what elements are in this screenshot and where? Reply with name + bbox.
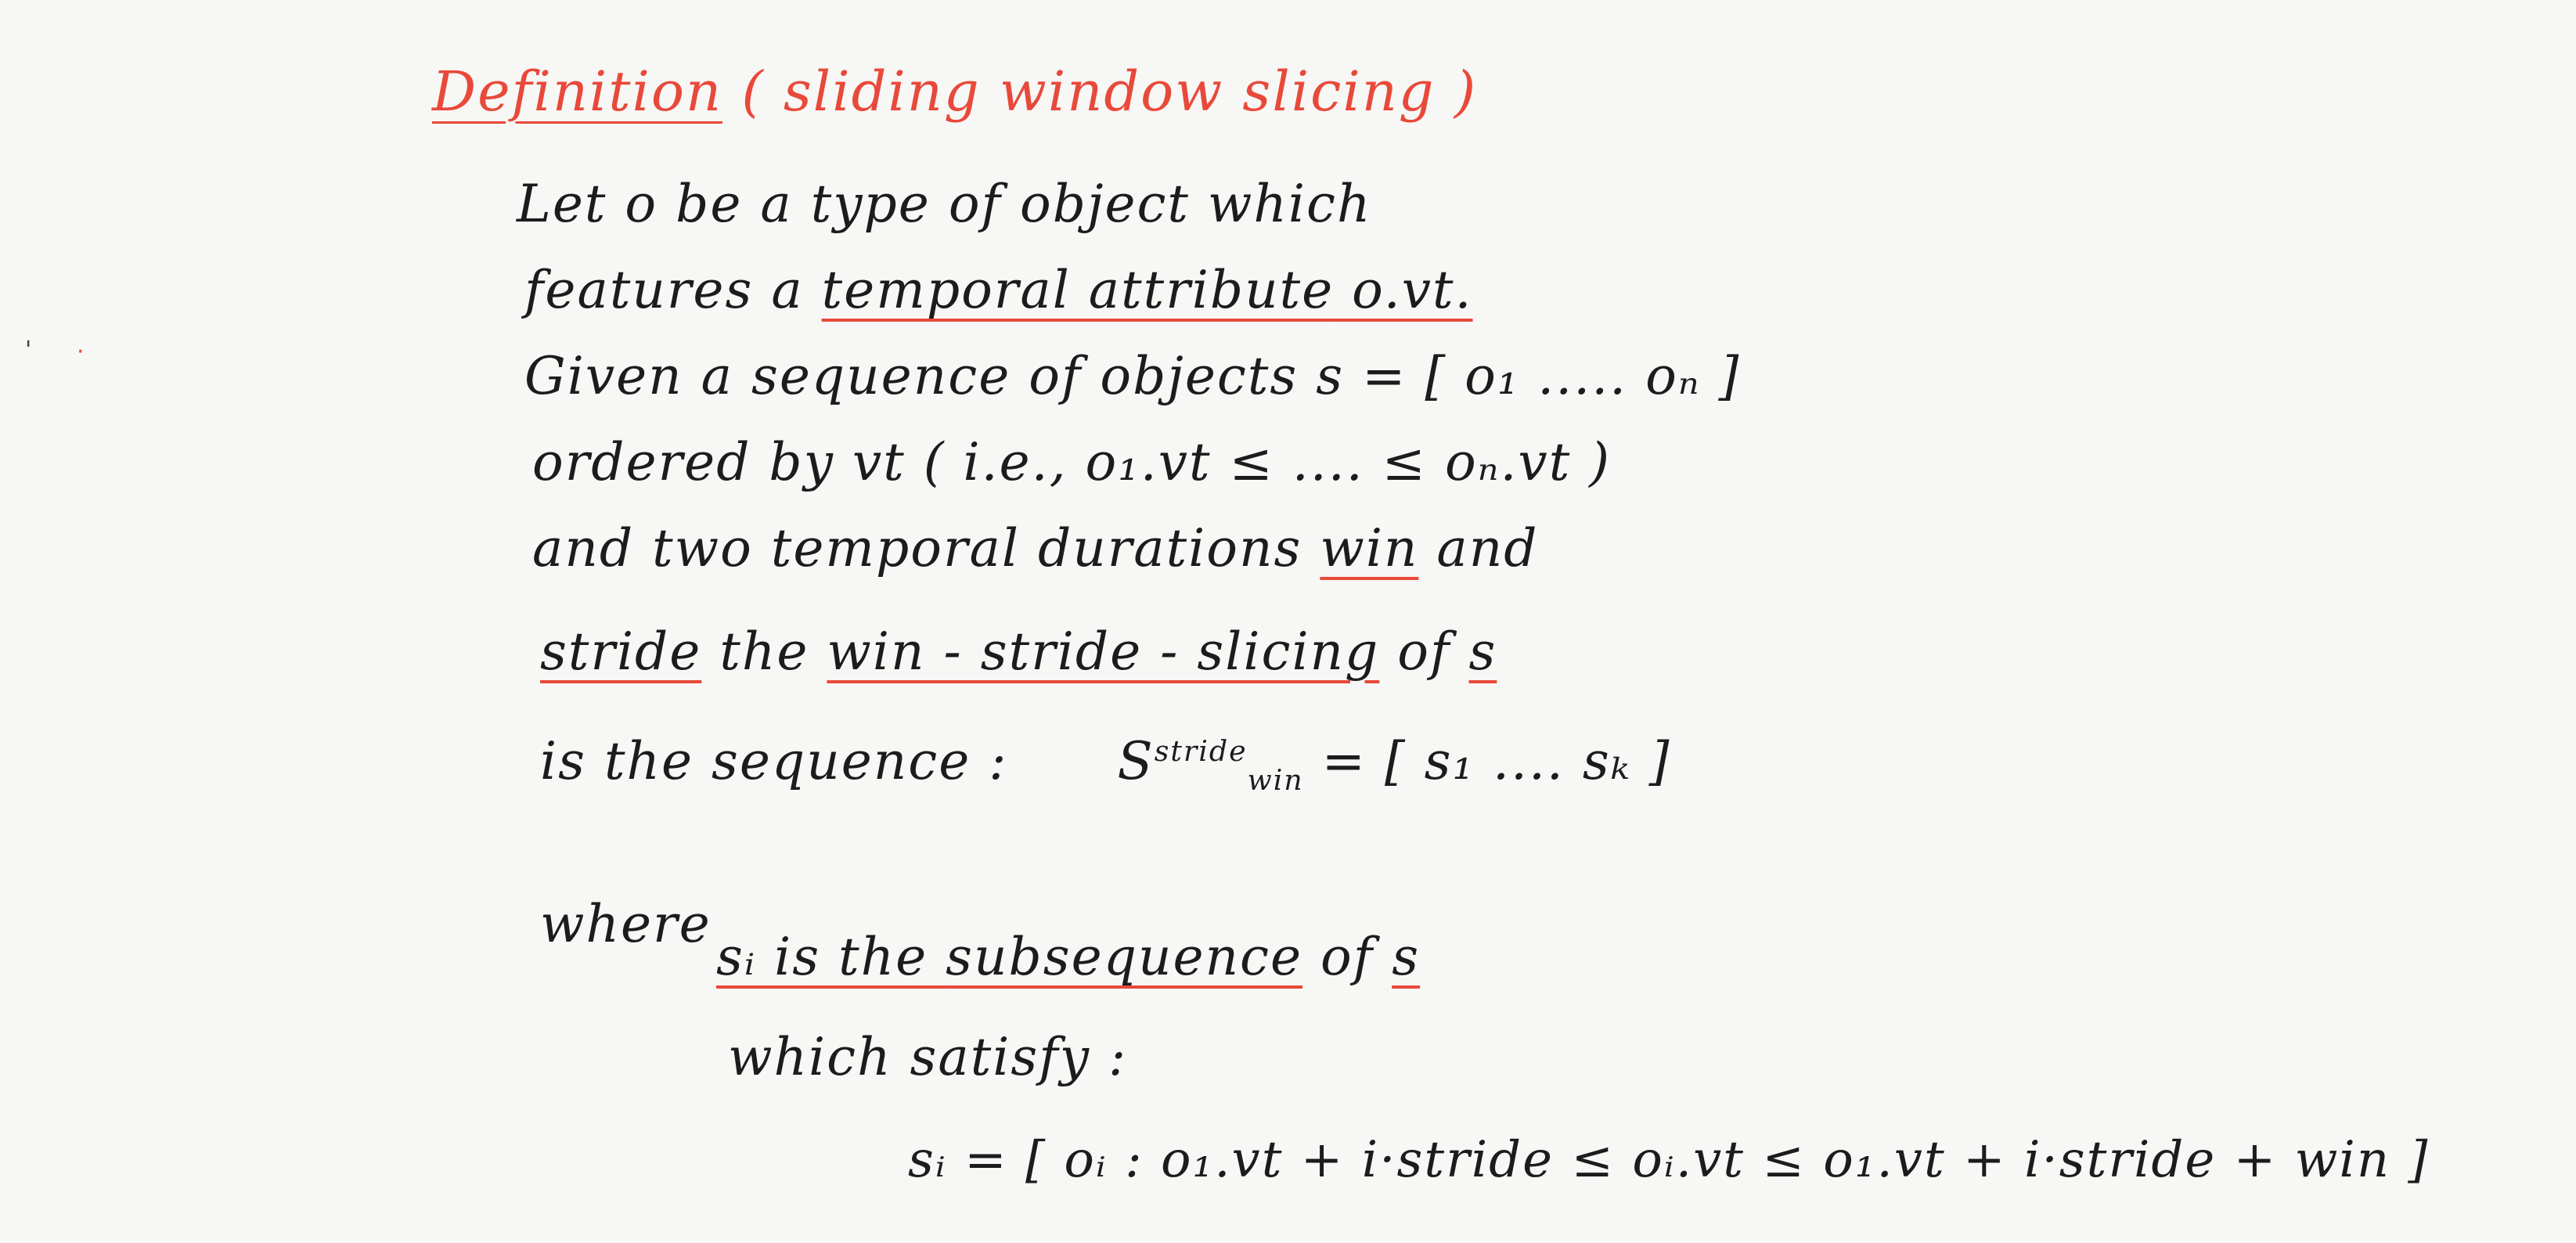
where-definition	[716, 927, 1421, 987]
body-line-1: Let o be a type of object which	[517, 174, 1372, 234]
body-line-4: ordered by vt ( i.e., o₁.vt ≤ .... ≤ oₙ.vt )	[532, 432, 1611, 492]
where-def-s: s	[1392, 927, 1421, 987]
body-line-7	[540, 731, 1671, 798]
line-6-text-b: the	[701, 622, 827, 682]
stray-red-dot: ·	[77, 338, 85, 366]
stray-ink-mark: '	[25, 337, 32, 364]
s-term: s	[1468, 622, 1497, 682]
temporal-attribute-term: temporal attribute	[821, 260, 1335, 320]
heading-subtitle: ( sliding window slicing )	[741, 59, 1478, 124]
subsequence-formula: sᵢ = [ oᵢ : o₁.vt + i·stride ≤ oᵢ.vt ≤ o₁.vt + i·stride + win ]	[908, 1131, 2430, 1189]
slicing-sequence: = [ s₁ .... sₖ ]	[1303, 731, 1671, 791]
stride-term: stride	[540, 622, 702, 682]
where-def-a: sᵢ is the	[716, 927, 946, 987]
line-5-text-a: and two temporal durations	[532, 518, 1320, 578]
slicing-subscript: win	[1247, 763, 1304, 798]
subsequence-term: subsequence	[946, 927, 1303, 987]
which-satisfy: which satisfy :	[728, 1027, 1128, 1087]
line-7-text-a: is the sequence :	[540, 731, 1008, 791]
body-line-3: Given a sequence of objects s = [ o₁ ..... oₙ ]	[524, 346, 1741, 406]
slicing-superscript: stride	[1154, 734, 1248, 768]
win-stride-slicing-term: win - stride - slicing	[827, 622, 1380, 682]
definition-heading	[432, 59, 1478, 124]
heading-title: Definition	[432, 59, 723, 124]
body-line-2	[524, 260, 1473, 320]
line-2-text-a: features a	[524, 260, 822, 320]
win-term: win	[1320, 518, 1419, 578]
slicing-symbol: S	[1117, 731, 1155, 791]
where-label: where	[540, 894, 712, 954]
body-line-5	[532, 518, 1539, 578]
body-line-6	[540, 622, 1497, 682]
where-def-c: of	[1302, 927, 1392, 987]
line-5-text-c: and	[1418, 518, 1539, 578]
line-6-text-d: of	[1379, 622, 1469, 682]
attribute-name: o.vt.	[1334, 260, 1473, 320]
